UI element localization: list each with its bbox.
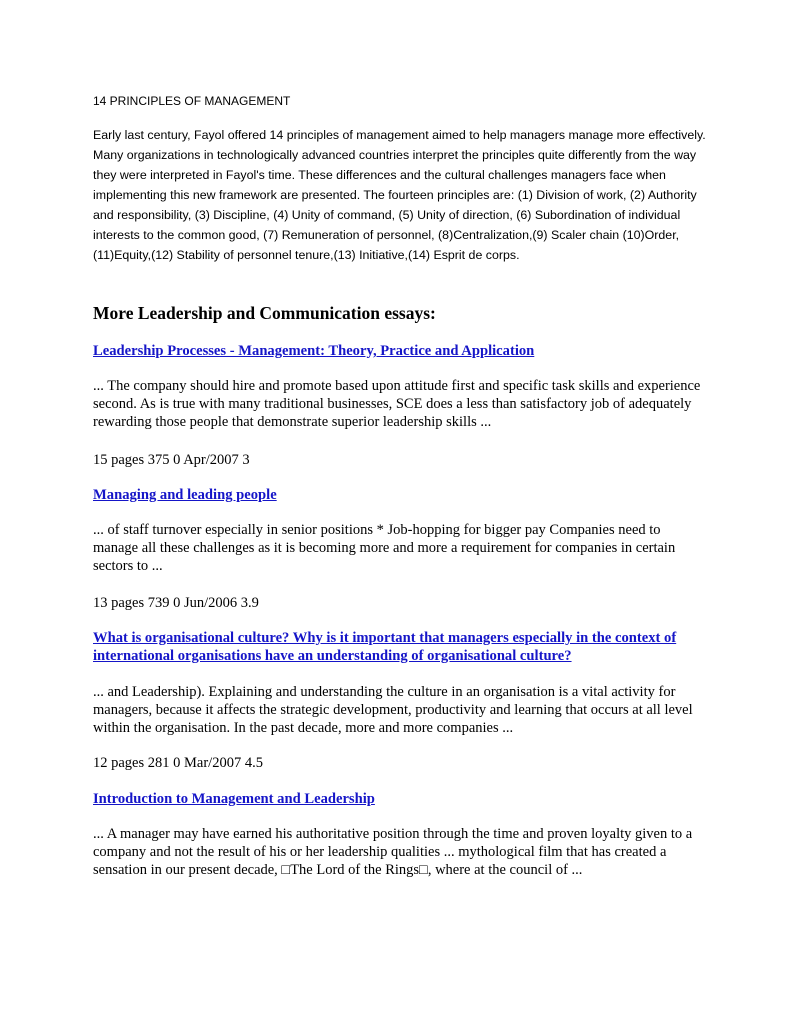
essay-link-2[interactable]: Managing and leading people — [93, 487, 277, 503]
essay-meta-2: 13 pages 739 0 Jun/2006 3.9 — [93, 595, 259, 611]
related-essays-heading: More Leadership and Communication essays: — [93, 303, 436, 323]
essay-link-3[interactable]: What is organisational culture? Why is it important that managers especially in the context of international organisations have an understanding of organisational culture? — [93, 630, 677, 664]
essay-link-1[interactable]: Leadership Processes - Management: Theory, Practice and Application — [93, 343, 535, 359]
essay-excerpt-3: ... and Leadership). Explaining and understanding the culture in an organisation is a vital activity for managers, because it affects the strategic development, productivity and learning that occurs at all level within the organisation. In the past decade, more and more companies ... — [93, 684, 693, 736]
essay-link-4[interactable]: Introduction to Management and Leadership — [93, 791, 375, 807]
document-title: 14 PRINCIPLES OF MANAGEMENT — [93, 94, 291, 108]
essay-excerpt-2: ... of staff turnover especially in senior positions * Job-hopping for bigger pay Companies need to manage all these challenges as it is becoming more and more a requirement for companies in certain sectors to ... — [93, 522, 676, 574]
essay-excerpt-4: ... A manager may have earned his authoritative position through the time and proven loyalty given to a company and not the result of his or her leadership qualities ... mythological film that has created a sensation in our present decade, □The Lord of the Rings□, where at the council of ... — [93, 826, 693, 878]
essay-meta-1: 15 pages 375 0 Apr/2007 3 — [93, 452, 250, 468]
essay-meta-3: 12 pages 281 0 Mar/2007 4.5 — [93, 755, 263, 771]
essay-excerpt-1: ... The company should hire and promote based upon attitude first and specific task skills and experience second. As is true with many traditional businesses, SCE does a less than satisfactory job of adequately rewarding those people that demonstrate superior leadership skills ... — [93, 378, 701, 430]
intro-paragraph: Early last century, Fayol offered 14 principles of management aimed to help managers manage more effectively. Many organizations in technologically advanced countries interpret the principles quite differently from the way they were interpreted in Fayol's time. These differences and the cultural challenges managers face when implementing this new framework are presented. The fourteen principles are: (1) Division of work, (2) Authority and responsibility, (3) Discipline, (4) Unity of command, (5) Unity of direction, (6) Subordination of individual interests to the common good, (7) Remuneration of personnel, (8)Centralization,(9) Scaler chain (10)Order,(11)Equity,(12) Stability of personnel tenure,(13) Initiative,(14) Esprit de corps. — [93, 128, 706, 262]
